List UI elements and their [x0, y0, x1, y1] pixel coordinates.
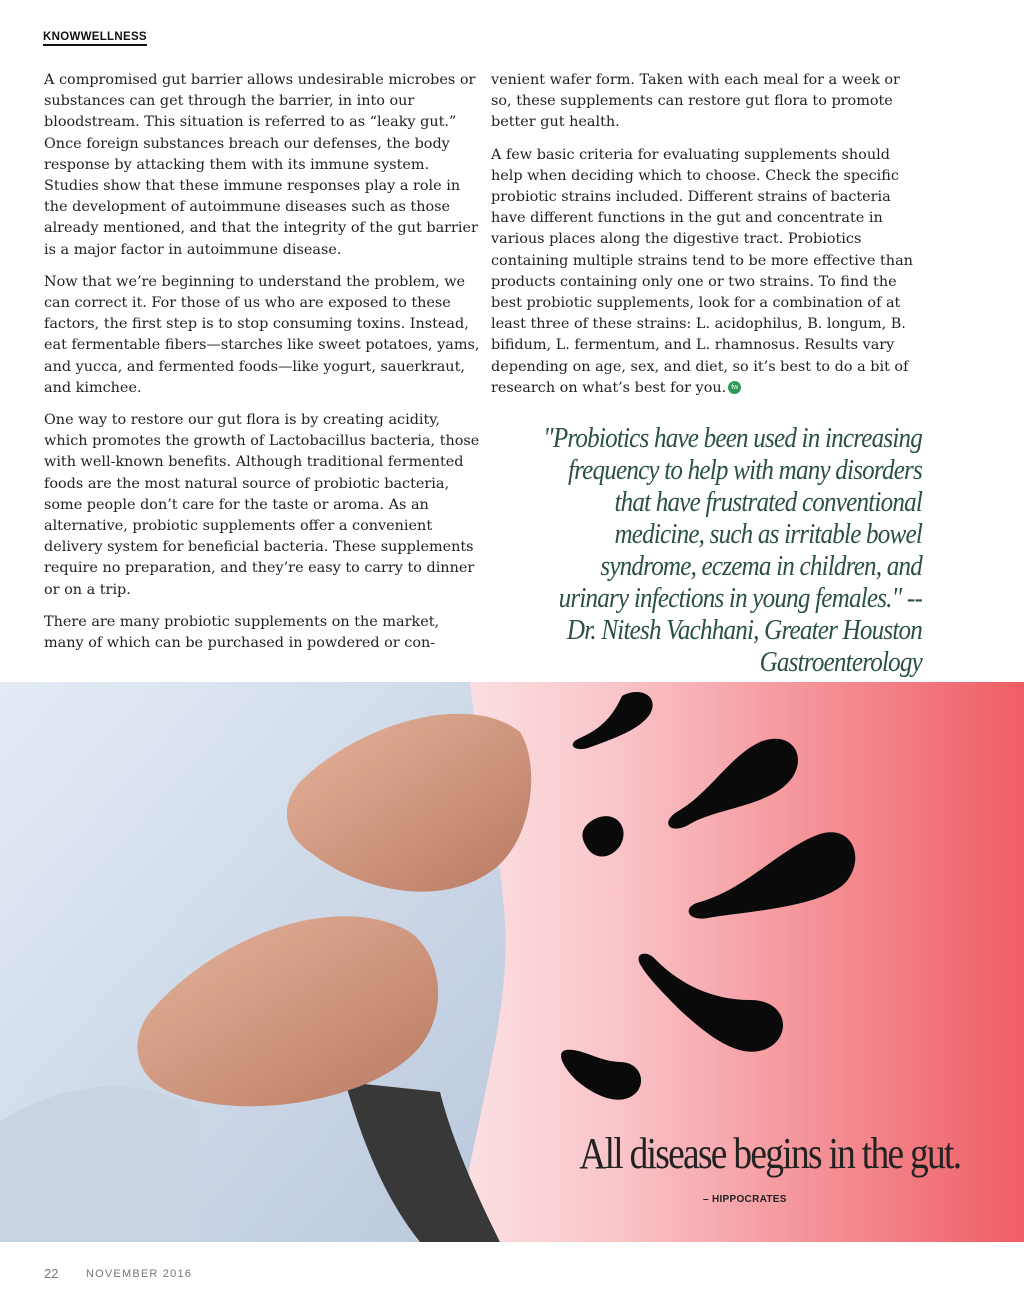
article-paragraph: There are many probiotic supplements on the market, many of which can be purchased in powdered or con-	[44, 613, 440, 652]
headline-attribution: – HIPPOCRATES	[703, 1194, 787, 1205]
article-column-left	[44, 70, 480, 665]
shirt-cuff	[0, 1087, 200, 1242]
feature-headline: All disease begins in the gut.	[578, 1129, 960, 1178]
article-column-right	[491, 70, 923, 410]
article-paragraph: venient wafer form. Taken with each meal for a week or so, these supplements can restore gut flora to promote better gut health.	[491, 72, 900, 131]
article-paragraph: One way to restore our gut flora is by creating acidity, which promotes the growth of Lactobacillus bacteria, those with well-known benefits. Although traditional fermented foods are the most natural source of probiotic bacteria, some people don’t care for the taste or aroma. As an alternative, probiotic supplements offer a convenient delivery system for beneficial bacteria. These supplements require no preparation, and they’re easy to carry to dinner or on a trip.	[44, 412, 480, 598]
pull-quote: "Probiotics have been used in increasing frequency to help with many disorders that have frustrated conventional medicine, such as irritable bowel syndrome, eczema in children, and urinary infections in young females." -- Dr. Nitesh Vachhani, Greater Houston Gastroenterology	[543, 423, 922, 678]
article-paragraph: A compromised gut barrier allows undesirable microbes or substances can get through the barrier, in into our bloodstream. This situation is referred to as “leaky gut.” Once foreign substances breach our defenses, the body response by attacking them with its immune system. Studies show that these immune responses play a role in the development of autoimmune diseases such as those already mentioned, and that the integrity of the gut barrier is a major factor in autoimmune disease.	[44, 72, 478, 258]
end-of-article-mark-icon: fw	[728, 381, 741, 394]
page-number: 22	[44, 1266, 59, 1281]
article-paragraph-text: A few basic criteria for evaluating supplements should help when deciding which to choose. Check the specific probiotic strains included. Different strains of bacteria have different functions in the gut and concentrate in various places along the digestive tract. Probiotics containing multiple strains tend to be more effective than products containing only one or two strains. To find the best probiotic supplements, look for a combination of at least three of these strains: L. acidophilus, B. longum, B. bifidum, L. fermentum, and L. rhamnosus. Results vary depending on age, sex, and diet, so it’s best to do a bit of research on what’s best for you.	[491, 146, 913, 396]
article-paragraph-last	[491, 145, 923, 399]
section-label: KNOWWELLNESS	[43, 31, 147, 46]
issue-date: NOVEMBER 2016	[86, 1268, 193, 1280]
article-paragraph: Now that we’re beginning to understand the problem, we can correct it. For those of us who are exposed to these factors, the first step is to stop consuming toxins. Instead, eat fermentable fibers—starches like sweet potatoes, yams, and yucca, and fermented foods—like yogurt, sauerkraut, and kimchee.	[44, 273, 480, 396]
